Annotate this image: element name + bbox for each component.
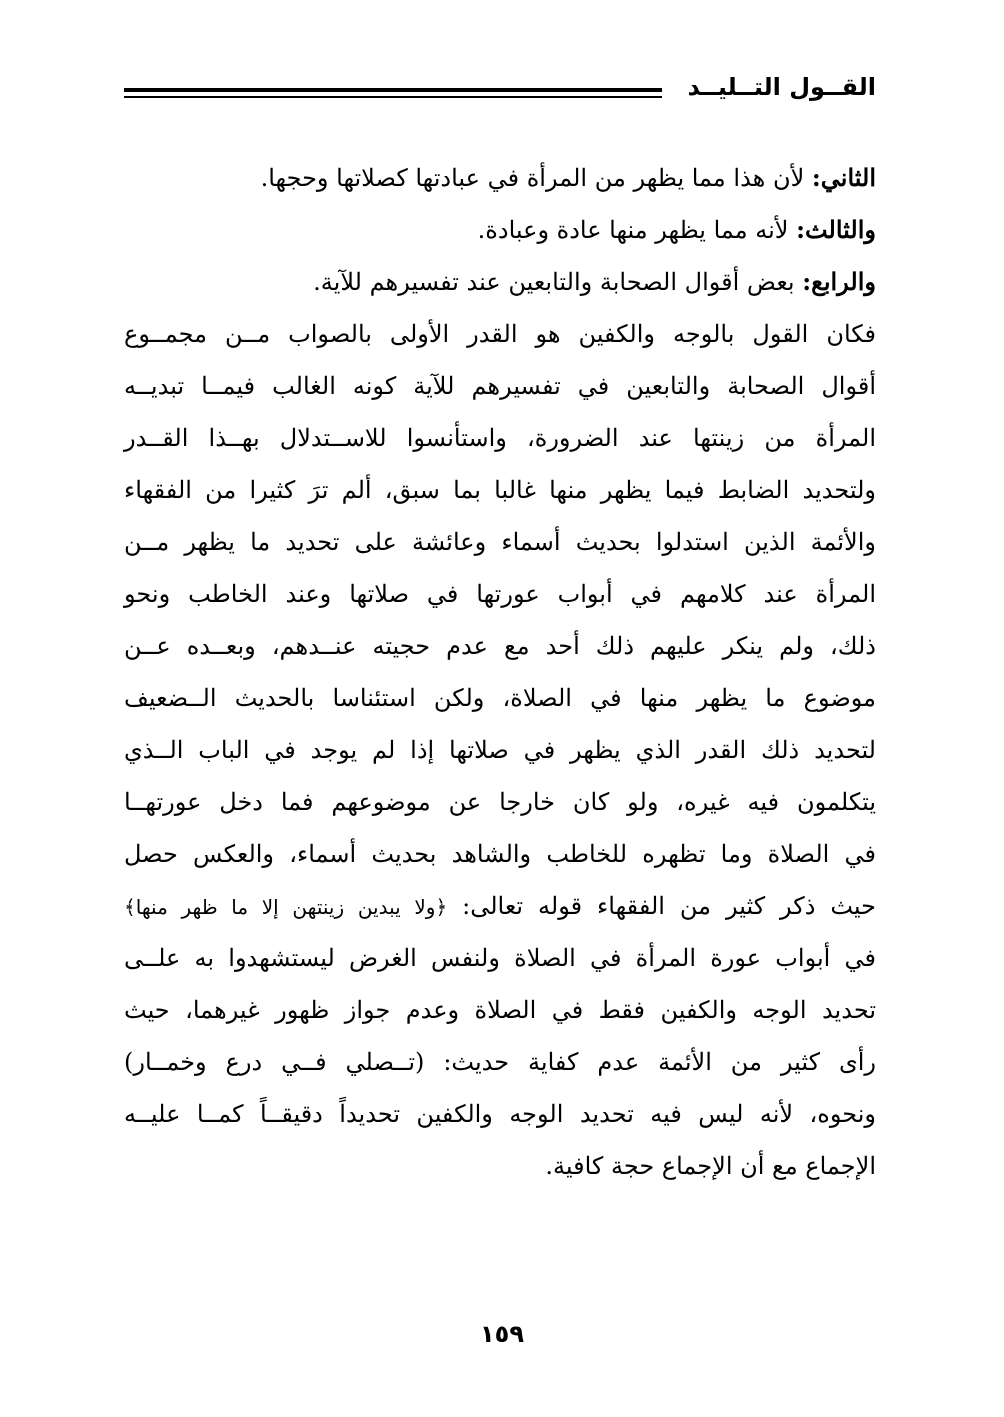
page-number: ١٥٩ [480,1320,524,1348]
paragraph-second-reason [124,152,876,204]
header-rule-thin [124,96,662,98]
body-line: أقوال الصحابة والتابعين في تفسيرهم للآية كونه الغالب فيمــا تبديــه [124,372,876,400]
header-rule-thick [124,88,662,92]
paragraph-third-reason [124,204,876,256]
lead-fourth: والرابع: [802,267,876,296]
running-header [124,68,876,108]
body-line-last: الإجماع مع أن الإجماع حجة كافية. [545,1152,876,1180]
body-line: المرأة من زينتها عند الضرورة، واستأنسوا للاســتدلال بهــذا القــدر [124,424,876,452]
paragraph-fourth-reason [124,256,876,308]
text-third: لأنه مما يظهر منها عادة وعبادة. [477,216,797,244]
body-line: في أبواب عورة المرأة في الصلاة ولنفس الغرض ليستشهدوا به علــى [124,944,876,972]
quran-citation-line [124,880,876,932]
body-line: فكان القول بالوجه والكفين هو القدر الأولى بالصواب مــن مجمــوع [124,320,876,348]
body-line: لتحديد ذلك القدر الذي يظهر في صلاتها إذا لم يوجد في الباب الــذي [124,736,876,764]
body-line: المرأة عند كلامهم في أبواب عورتها في صلاتها وعند الخاطب ونحو [124,580,876,608]
text-second: لأن هذا مما يظهر من المرأة في عبادتها كصلاتها وحجها. [260,164,812,192]
body-text [124,152,876,1192]
body-line: يتكلمون فيه غيره، ولو كان خارجا عن موضوعهم فما دخل عورتهــا [124,788,876,816]
body-line: موضوع ما يظهر منها في الصلاة، ولكن استئناسا بالحديث الــضعيف [124,684,876,712]
book-title: القــول التــليــد [687,73,876,101]
body-line: تحديد الوجه والكفين فقط في الصلاة وعدم جواز ظهور غيرهما، حيث [124,996,876,1024]
body-line: والأئمة الذين استدلوا بحديث أسماء وعائشة على تحديد ما يظهر مــن [124,528,876,556]
body-line: ولتحديد الضابط فيما يظهر منها غالبا بما سبق، ألم ترَ كثيرا من الفقهاء [124,476,876,504]
quran-verse: ﴿ولا يبدين زينتهن إلا ما ظهر منها﴾ [124,895,448,919]
text-fourth: بعض أقوال الصحابة والتابعين عند تفسيرهم للآية. [313,268,803,296]
citation-lead-in: حيث ذكر كثير من الفقهاء قوله تعالى: [447,892,877,920]
body-line: في الصلاة وما تظهره للخاطب والشاهد بحديث أسماء، والعكس حصل [124,840,876,868]
lead-third: والثالث: [796,215,876,244]
body-line: ذلك، ولم ينكر عليهم ذلك أحد مع عدم حجيته عنــدهم، وبعــده عــن [124,632,876,660]
body-line: رأى كثير من الأئمة عدم كفاية حديث: (تــصلي فــي درع وخمــار) [124,1048,876,1076]
body-line: ونحوه، لأنه ليس فيه تحديد الوجه والكفين تحديداً دقيقــاً كمــا عليــه [124,1100,876,1128]
lead-second: الثاني: [811,163,876,192]
